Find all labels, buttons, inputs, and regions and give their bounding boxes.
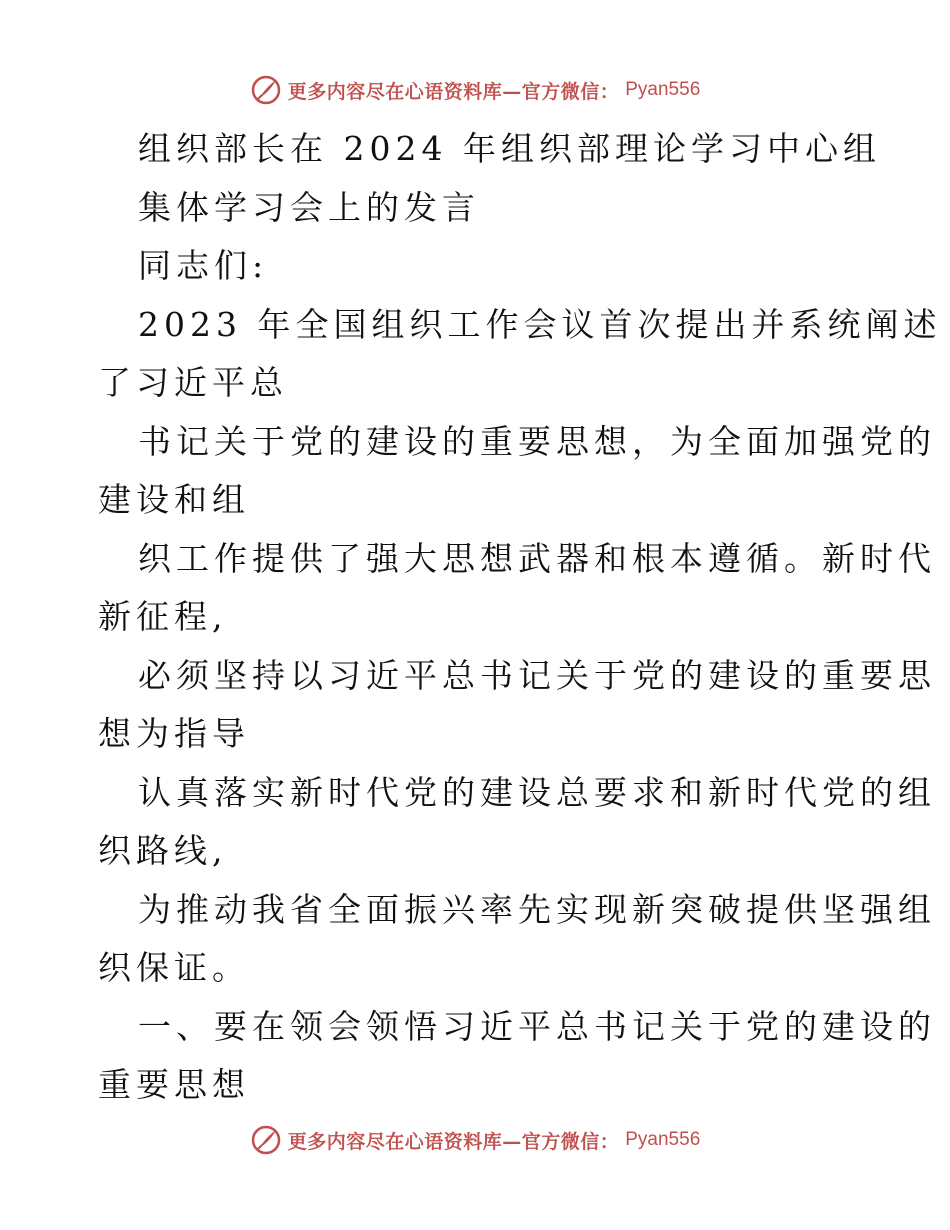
document-body [98,120,942,1115]
doc-line: 重要思想 [98,1065,250,1104]
doc-line: 组织部长在 2024 年组织部理论学习中心组 [138,129,881,168]
doc-line: 新征程, [98,597,228,636]
watermark-contact: Pyan556 [625,79,701,100]
doc-line: 想为指导 [98,714,250,753]
doc-line: 为推动我省全面振兴率先实现新突破提供坚强组 [138,889,936,929]
header-watermark [0,70,950,110]
doc-line: 书记关于党的建设的重要思想，为全面加强党的 [138,421,936,461]
doc-line: 织保证。 [98,948,250,987]
doc-line: 了习近平总 [98,363,288,402]
footer-watermark [0,1120,950,1160]
doc-line: 必须坚持以习近平总书记关于党的建设的重要思 [138,655,936,695]
watermark-contact: Pyan556 [625,1129,701,1150]
watermark-text: 更多内容尽在心语资料库—官方微信： [287,1130,620,1153]
doc-line: 同志们: [138,246,269,285]
feather-pen-seal-icon [250,1124,282,1156]
doc-line: 一、要在领会领悟习近平总书记关于党的建设的 [138,1006,936,1046]
doc-line: 集体学习会上的发言 [138,187,480,227]
doc-line: 2023 年全国组织工作会议首次提出并系统阐述 [138,304,942,344]
doc-line: 织工作提供了强大思想武器和根本遵循。新时代 [138,538,936,578]
watermark-text: 更多内容尽在心语资料库—官方微信： [287,80,620,103]
doc-line: 建设和组 [98,480,250,519]
feather-pen-seal-icon [250,74,282,106]
doc-line: 认真落实新时代党的建设总要求和新时代党的组 [138,772,936,812]
doc-line: 织路线, [98,831,228,870]
